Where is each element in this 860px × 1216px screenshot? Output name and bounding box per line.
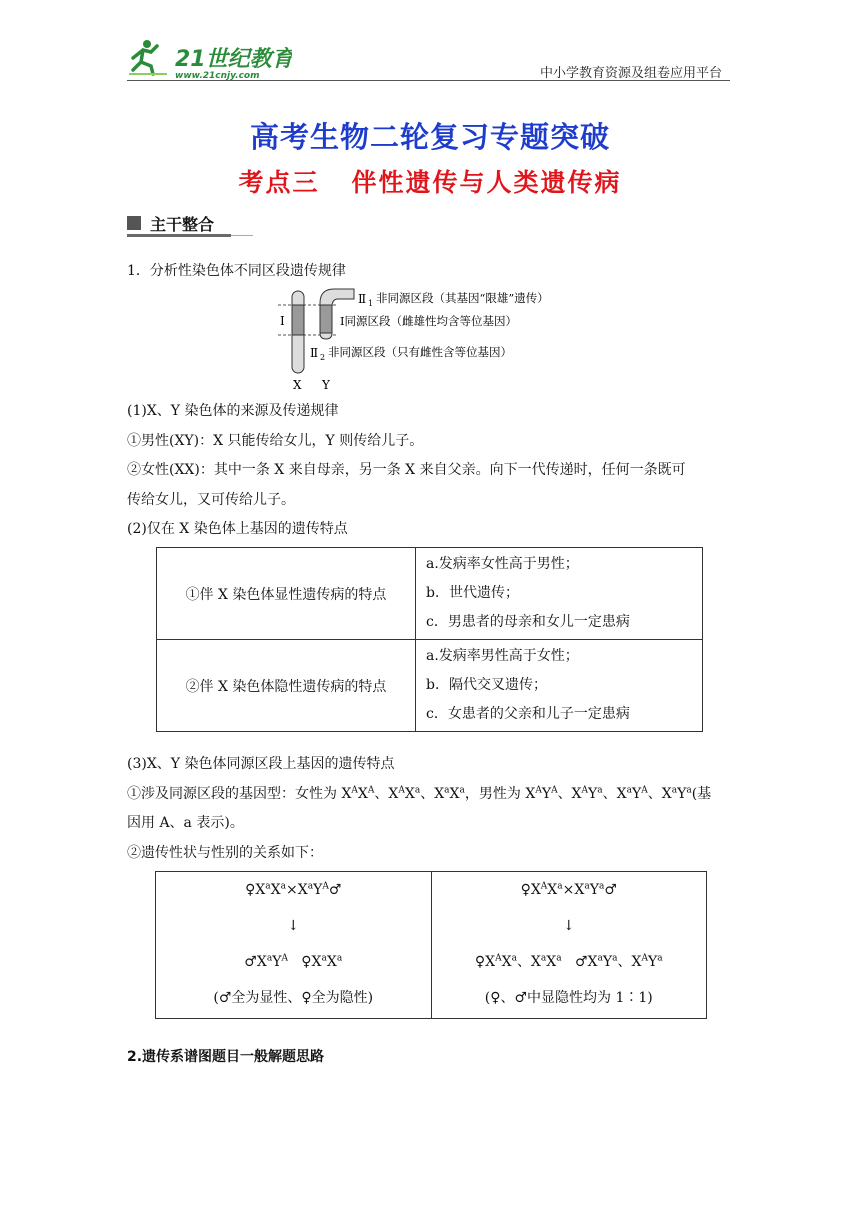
header-platform-text: 中小学教育资源及组卷应用平台 <box>540 66 723 81</box>
y-label: Y <box>322 378 330 392</box>
feature-item: b．世代遗传； <box>426 585 519 601</box>
svg-text:www.21cnjy.com: www.21cnjy.com <box>175 71 260 80</box>
part2-heading: (2)仅在 X 染色体上基因的遗传特点 <box>127 521 348 537</box>
cross-left <box>156 872 432 1019</box>
item1-heading: 1．分析性染色体不同区段遗传规律 <box>127 263 346 279</box>
header-divider <box>127 80 730 81</box>
feature-item: c．女患者的父亲和儿子一定患病 <box>426 706 630 722</box>
section-underline <box>127 234 231 237</box>
table-cell-features <box>416 640 703 732</box>
label-I: Ⅰ <box>280 314 285 328</box>
x-linked-table <box>156 547 703 732</box>
sex-chromosome-diagram <box>270 283 600 395</box>
part1-line2: ②女性(XX)：其中一条 X 来自母亲，另一条 X 来自父亲。向下一代传递时，任何一条既可 <box>127 462 686 478</box>
cross-table <box>155 871 707 1019</box>
part3-line3: ②遗传性状与性别的关系如下： <box>127 845 323 861</box>
cross-parents: $♀X^aX^a\times X^aY^A♂$ <box>245 881 342 898</box>
table-row <box>157 640 703 732</box>
section-label: 主干整合 <box>150 215 215 234</box>
part3-heading: (3)X、Y 染色体同源区段上基因的遗传特点 <box>127 756 395 772</box>
logo-21cnjy <box>127 36 292 80</box>
part1-line3: 传给女儿，又可传给儿子。 <box>127 492 295 508</box>
feature-item: a.发病率女性高于男性； <box>426 556 579 572</box>
label-II2-sub: 2 <box>320 353 326 362</box>
label-II2: Ⅱ <box>310 346 319 360</box>
table-row <box>156 872 707 1019</box>
cross-parents: $♀X^AX^a\times X^aY^a♂$ <box>520 881 617 898</box>
table-cell-disease: ①伴 X 染色体显性遗传病的特点 <box>157 548 416 640</box>
table-cell-features <box>416 548 703 640</box>
label-II1-sub: 1 <box>368 299 374 308</box>
cross-arrow: ↓ <box>562 918 575 934</box>
table-cell-disease: ②伴 X 染色体隐性遗传病的特点 <box>157 640 416 732</box>
cross-offspring: $♀X^AX^a$、$X^aX^a$ $♂X^aY^a$、$X^AY^a$ <box>474 953 663 970</box>
cross-arrow: ↓ <box>287 918 300 934</box>
cross-note: (♀、♂中显隐性均为 1∶1) <box>484 990 653 1006</box>
feature-item: b．隔代交叉遗传； <box>426 677 547 693</box>
section-icon <box>127 216 141 230</box>
page-subtitle: 考点三 伴性遗传与人类遗传病 <box>238 168 622 197</box>
text-II2: 非同源区段（只有雌性含等位基因） <box>328 345 512 359</box>
cross-note: (♂全为显性、♀全为隐性) <box>213 990 374 1006</box>
cross-offspring: $♂X^aY^A$ $♀X^aX^a$ <box>244 953 343 970</box>
page-title: 高考生物二轮复习专题突破 <box>249 120 610 154</box>
part3-line1: ①涉及同源区段的基因型：女性为 $X^AX^A$、$X^AX^a$、$X^aX^a$，男性为 $X^AY^A$、$X^AY^a$、$X^aY^A$、$X^aY^a$(基 <box>127 785 712 802</box>
cross-right <box>431 872 707 1019</box>
x-label: X <box>293 378 302 392</box>
table-row <box>157 548 703 640</box>
feature-item: c．男患者的母亲和女儿一定患病 <box>426 614 630 630</box>
section-underline-tail <box>231 235 253 236</box>
item2-heading: 2.遗传系谱图题目一般解题思路 <box>127 1049 325 1065</box>
text-II1: 非同源区段（其基因“限雄”遗传） <box>376 291 549 305</box>
part1-heading: (1)X、Y 染色体的来源及传递规律 <box>127 403 339 419</box>
svg-text:21世纪教育: 21世纪教育 <box>175 47 292 72</box>
label-II1: Ⅱ <box>358 292 367 306</box>
feature-item: a.发病率男性高于女性； <box>426 648 579 664</box>
part3-line2: 因用 A、a 表示)。 <box>127 815 244 831</box>
text-I: Ⅰ同源区段（雌雄性均含等位基因） <box>340 314 518 328</box>
part1-line1: ①男性(XY)：X 只能传给女儿，Y 则传给儿子。 <box>127 433 424 449</box>
